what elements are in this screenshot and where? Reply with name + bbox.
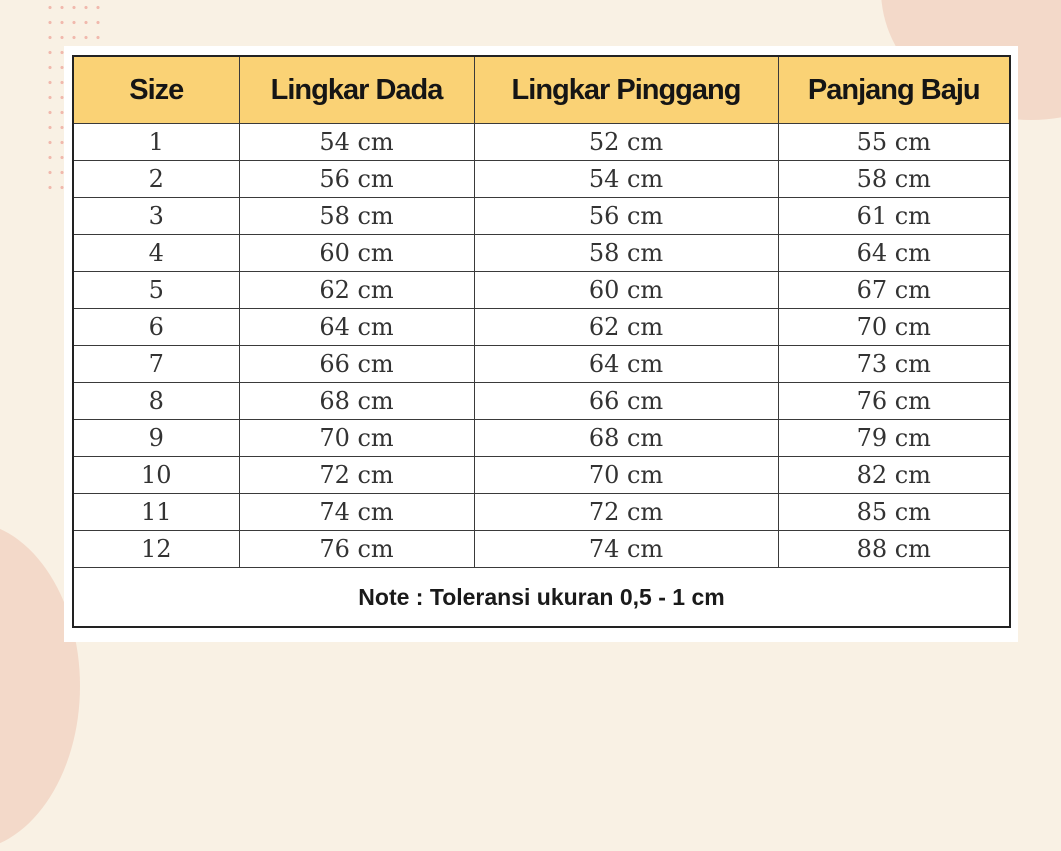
table-row	[73, 457, 1010, 494]
cell-lingkar-pinggang: 72 cm	[474, 494, 778, 531]
cell-lingkar-pinggang: 64 cm	[474, 346, 778, 383]
cell-size: 8	[73, 383, 239, 420]
cell-panjang-baju: 64 cm	[778, 235, 1010, 272]
note-row	[73, 568, 1010, 628]
cell-lingkar-dada: 72 cm	[239, 457, 474, 494]
table-row	[73, 346, 1010, 383]
cell-panjang-baju: 82 cm	[778, 457, 1010, 494]
header-lingkar-pinggang: Lingkar Pinggang	[474, 56, 778, 124]
cell-lingkar-dada: 70 cm	[239, 420, 474, 457]
cell-lingkar-dada: 76 cm	[239, 531, 474, 568]
cell-panjang-baju: 73 cm	[778, 346, 1010, 383]
cell-panjang-baju: 70 cm	[778, 309, 1010, 346]
table-row	[73, 124, 1010, 161]
cell-lingkar-pinggang: 60 cm	[474, 272, 778, 309]
cell-size: 3	[73, 198, 239, 235]
tolerance-note: Note : Toleransi ukuran 0,5 - 1 cm	[73, 568, 1010, 628]
cell-lingkar-dada: 64 cm	[239, 309, 474, 346]
cell-panjang-baju: 85 cm	[778, 494, 1010, 531]
cell-panjang-baju: 61 cm	[778, 198, 1010, 235]
cell-size: 2	[73, 161, 239, 198]
cell-lingkar-dada: 62 cm	[239, 272, 474, 309]
cell-size: 6	[73, 309, 239, 346]
cell-lingkar-dada: 74 cm	[239, 494, 474, 531]
cell-size: 9	[73, 420, 239, 457]
cell-panjang-baju: 88 cm	[778, 531, 1010, 568]
cell-lingkar-pinggang: 58 cm	[474, 235, 778, 272]
cell-lingkar-pinggang: 62 cm	[474, 309, 778, 346]
cell-lingkar-dada: 60 cm	[239, 235, 474, 272]
table-row	[73, 198, 1010, 235]
cell-size: 11	[73, 494, 239, 531]
cell-lingkar-pinggang: 70 cm	[474, 457, 778, 494]
cell-size: 1	[73, 124, 239, 161]
header-size: Size	[73, 56, 239, 124]
cell-panjang-baju: 67 cm	[778, 272, 1010, 309]
cell-lingkar-dada: 58 cm	[239, 198, 474, 235]
cell-lingkar-dada: 68 cm	[239, 383, 474, 420]
table-row	[73, 309, 1010, 346]
table-row	[73, 161, 1010, 198]
cell-lingkar-pinggang: 74 cm	[474, 531, 778, 568]
cell-lingkar-dada: 66 cm	[239, 346, 474, 383]
cell-lingkar-pinggang: 66 cm	[474, 383, 778, 420]
cell-panjang-baju: 76 cm	[778, 383, 1010, 420]
cell-size: 12	[73, 531, 239, 568]
cell-lingkar-dada: 56 cm	[239, 161, 474, 198]
header-lingkar-dada: Lingkar Dada	[239, 56, 474, 124]
table-row	[73, 383, 1010, 420]
cell-lingkar-dada: 54 cm	[239, 124, 474, 161]
table-row	[73, 494, 1010, 531]
cell-size: 5	[73, 272, 239, 309]
cell-panjang-baju: 58 cm	[778, 161, 1010, 198]
cell-lingkar-pinggang: 52 cm	[474, 124, 778, 161]
cell-panjang-baju: 79 cm	[778, 420, 1010, 457]
header-row	[73, 56, 1010, 124]
header-panjang-baju: Panjang Baju	[778, 56, 1010, 124]
cell-size: 10	[73, 457, 239, 494]
table-row	[73, 272, 1010, 309]
table-row	[73, 420, 1010, 457]
cell-panjang-baju: 55 cm	[778, 124, 1010, 161]
size-chart-table	[72, 55, 1011, 628]
cell-lingkar-pinggang: 68 cm	[474, 420, 778, 457]
cell-lingkar-pinggang: 56 cm	[474, 198, 778, 235]
cell-size: 7	[73, 346, 239, 383]
cell-lingkar-pinggang: 54 cm	[474, 161, 778, 198]
table-row	[73, 235, 1010, 272]
cell-size: 4	[73, 235, 239, 272]
table-row	[73, 531, 1010, 568]
